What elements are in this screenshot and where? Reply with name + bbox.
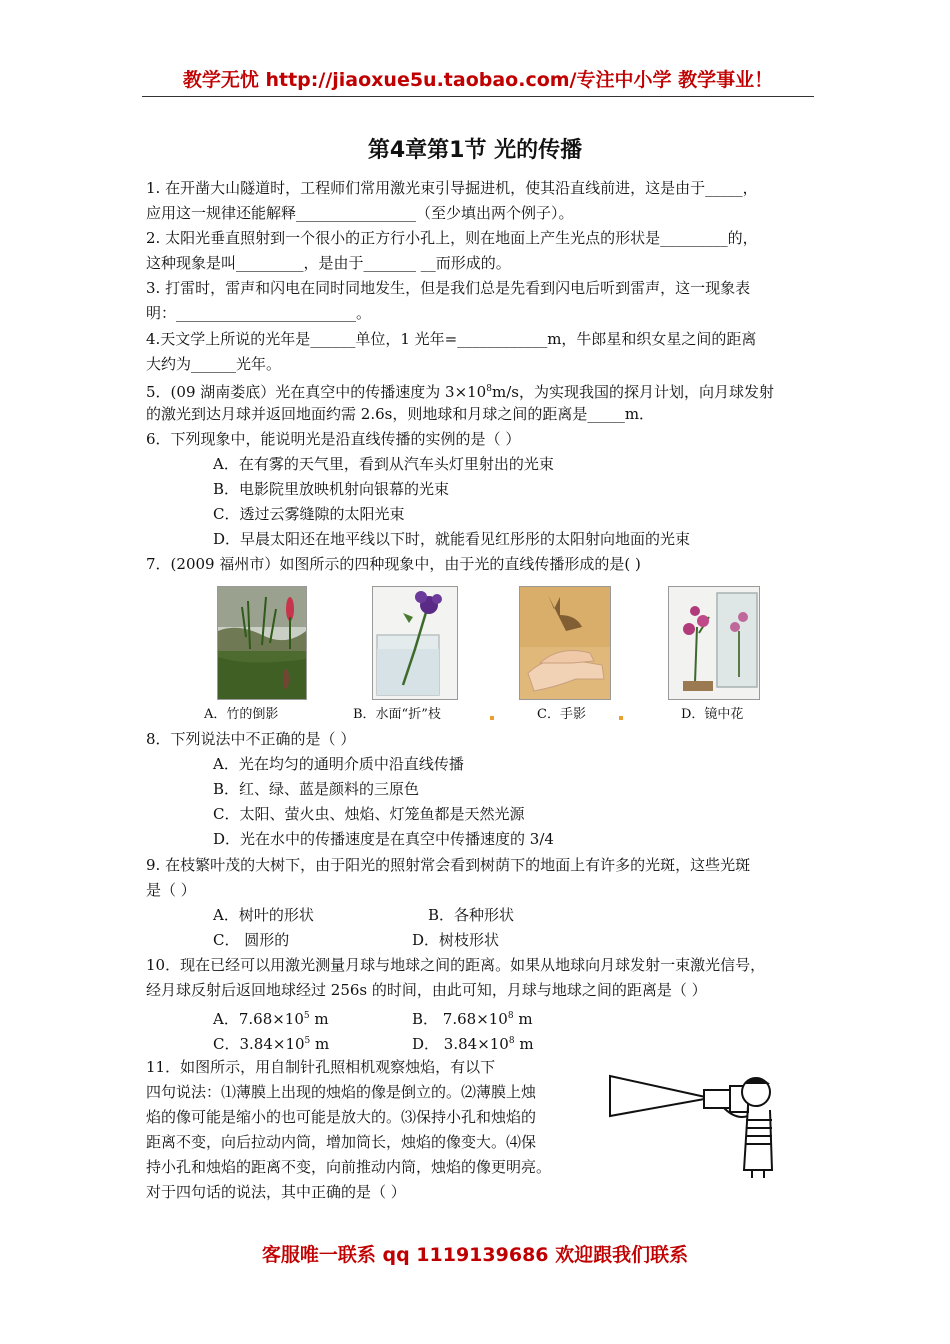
q7-caption-b: B．水面“折”枝 bbox=[353, 707, 441, 722]
q4-line-2: 大约为______光年。 bbox=[146, 355, 282, 373]
page-title: 第4章第1节 光的传播 bbox=[367, 138, 583, 163]
q6-option-c: C．透过云雾缝隙的太阳光束 bbox=[213, 505, 405, 523]
q1-line-2: 应用这一规律还能解释________________（至少填出两个例子）。 bbox=[146, 204, 574, 222]
hand-shadow-image bbox=[519, 586, 611, 700]
q3-line-2: 明：________________________。 bbox=[146, 304, 372, 322]
q8-option-b: B．红、绿、蓝是颜料的三原色 bbox=[213, 780, 420, 798]
q6-option-a: A．在有雾的天气里，看到从汽车头灯里射出的光束 bbox=[213, 455, 554, 473]
bent-stem-image bbox=[372, 586, 458, 700]
q10-option-c: C．$3.84\times 10^5$ m bbox=[213, 1035, 330, 1053]
q7-caption-a: A．竹的倒影 bbox=[204, 707, 279, 722]
q10-option-d: D． $3.84\times 10^8$ m bbox=[412, 1035, 534, 1053]
page-footer: 客服唯一联系 qq 1119139686 欢迎跟我们联系 bbox=[261, 1244, 689, 1266]
q6-option-d: D．早晨太阳还在地平线以下时，就能看见红彤彤的太阳射向地面的光束 bbox=[213, 530, 691, 548]
q5-line-1: 5．(09 湖南娄底）光在真空中的传播速度为 $3\times 10^8m/s$，为实现我国的探月计划，向月球发射 bbox=[146, 383, 774, 401]
q8-option-a: A．光在均匀的通明介质中沿直线传播 bbox=[213, 755, 464, 773]
q9-line-1: 9. 在枝繁叶茂的大树下，由于阳光的照射常会看到树荫下的地面上有许多的光斑，这些光斑 bbox=[146, 856, 751, 874]
q10-line-2: 经月球反射后返回地球经过 256s 的时间，由此可知，月球与地球之间的距离是（ ） bbox=[146, 981, 707, 999]
page-header: 教学无忧 http://jiaoxue5u.taobao.com/专注中小学 教学事业！ bbox=[142, 64, 814, 97]
q11-line-6: 对于四句话的说法，其中正确的是（ ） bbox=[146, 1183, 406, 1201]
bamboo-reflection-image bbox=[217, 586, 307, 700]
q9-option-b: B．各种形状 bbox=[428, 906, 515, 924]
marker-dot bbox=[619, 716, 623, 720]
q6-stem: 6．下列现象中，能说明光是沿直线传播的实例的是（ ） bbox=[146, 430, 521, 448]
q8-option-d: D．光在水中的传播速度是在真空中传播速度的 3/4 bbox=[213, 830, 554, 848]
q1-line-1: 1. 在开凿大山隧道时，工程师们常用激光束引导掘进机，使其沿直线前进，这是由于_____， bbox=[146, 179, 758, 197]
q8-option-c: C．太阳、萤火虫、烛焰、灯笼鱼都是天然光源 bbox=[213, 805, 525, 823]
mirror-flower-image bbox=[668, 586, 760, 700]
q8-stem: 8．下列说法中不正确的是（ ） bbox=[146, 730, 356, 748]
q11-line-5: 持小孔和烛焰的距离不变，向前推动内筒，烛焰的像更明亮。 bbox=[146, 1158, 552, 1176]
q9-line-2: 是（ ） bbox=[146, 881, 196, 899]
q2-line-1: 2. 太阳光垂直照射到一个很小的正方行小孔上，则在地面上产生光点的形状是_________的， bbox=[146, 229, 758, 247]
q7-caption-c: C．手影 bbox=[537, 707, 586, 722]
q11-line-1: 11．如图所示，用自制针孔照相机观察烛焰，有以下 bbox=[146, 1058, 496, 1076]
q5-line-2: 的激光到达月球并返回地面约需 2.6s，则地球和月球之间的距离是_____m． bbox=[146, 405, 655, 423]
q11-line-4: 距离不变，向后拉动内筒，增加筒长，烛焰的像变大。⑷保 bbox=[146, 1133, 537, 1151]
q11-line-2: 四句说法：⑴薄膜上出现的烛焰的像是倒立的。⑵薄膜上烛 bbox=[146, 1083, 537, 1101]
q2-line-2: 这种现象是叫_________，是由于_______ __而形成的。 bbox=[146, 254, 511, 272]
q10-option-b: B． $7.68\times 10^8$ m bbox=[412, 1010, 533, 1028]
q6-option-b: B．电影院里放映机射向银幕的光束 bbox=[213, 480, 450, 498]
q7-stem: 7．(2009 福州市）如图所示的四种现象中，由于光的直线传播形成的是( ) bbox=[146, 555, 641, 573]
q7-caption-d: D．镜中花 bbox=[681, 707, 744, 722]
q3-line-1: 3. 打雷时，雷声和闪电在同时同地发生，但是我们总是先看到闪电后听到雷声，这一现象表 bbox=[146, 279, 751, 297]
q10-option-a: A．$7.68\times 10^5$ m bbox=[213, 1010, 329, 1028]
pinhole-camera-figure bbox=[606, 1070, 786, 1180]
q11-line-3: 焰的像可能是缩小的也可能是放大的。⑶保持小孔和烛焰的 bbox=[146, 1108, 537, 1126]
q4-line-1: 4.天文学上所说的光年是______单位，1 光年=____________m，牛郎星和织女星之间的距离 bbox=[146, 330, 757, 348]
q9-option-d: D．树枝形状 bbox=[412, 931, 500, 949]
q9-option-c: C． 圆形的 bbox=[213, 931, 290, 949]
q10-line-1: 10．现在已经可以用激光测量月球与地球之间的距离。如果从地球向月球发射一束激光信号， bbox=[146, 956, 766, 974]
q9-option-a: A．树叶的形状 bbox=[213, 906, 314, 924]
marker-dot bbox=[490, 716, 494, 720]
